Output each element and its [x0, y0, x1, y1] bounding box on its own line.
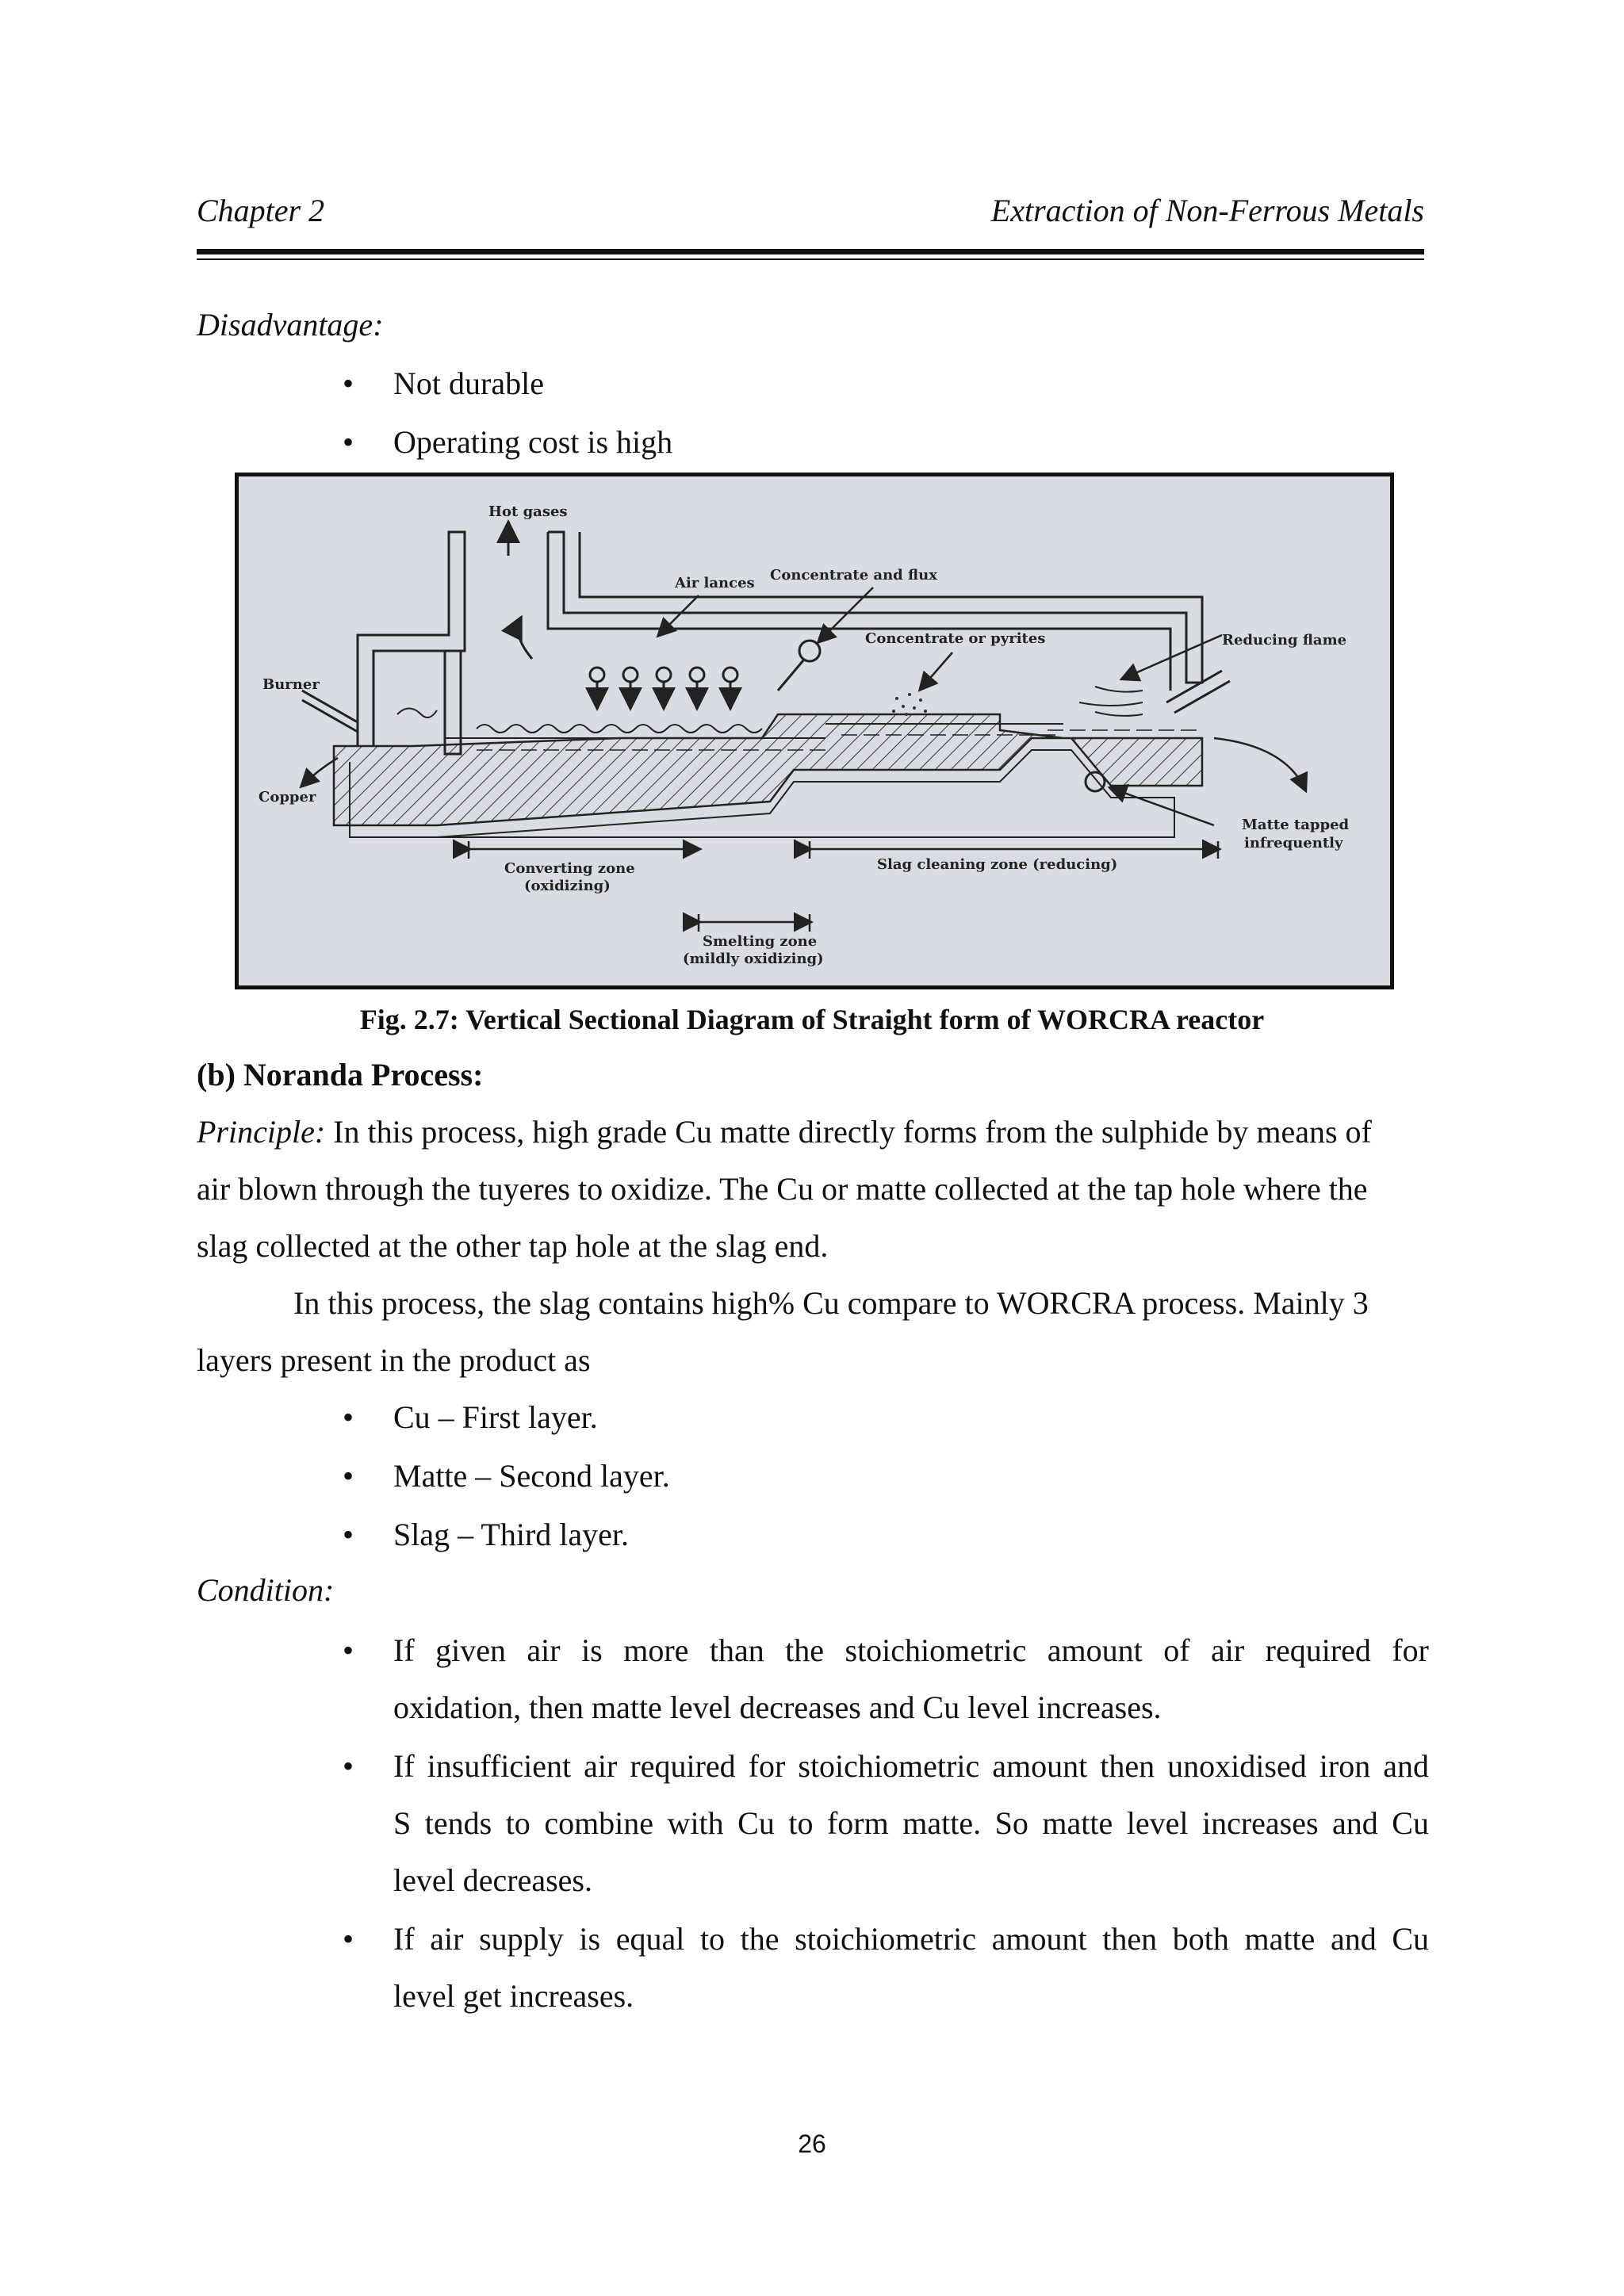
slag-outflow-arrow	[1214, 738, 1305, 790]
matte-tap	[1086, 772, 1105, 791]
bullet-icon: •	[343, 1517, 354, 1552]
burner-icon	[302, 691, 358, 722]
label-concentrate-pyrites: Concentrate or pyrites	[865, 630, 1046, 647]
burner-flame	[397, 709, 437, 718]
principle-label: Principle:	[197, 1114, 326, 1150]
worcra-reactor-diagram	[239, 476, 1390, 985]
worcra-reactor-figure	[235, 473, 1394, 989]
figure-caption: Fig. 2.7: Vertical Sectional Diagram of Straight form of WORCRA reactor	[359, 1004, 1265, 1035]
reducing-flame-lines	[1079, 687, 1143, 716]
hearth-refractory	[334, 714, 1202, 825]
air-lances	[590, 668, 737, 706]
feed-chute	[778, 660, 803, 691]
label-smelting-zone: Smelting zone	[703, 933, 818, 950]
matte-pointer	[1111, 788, 1214, 825]
page-number: 26	[798, 2130, 826, 2158]
page-header	[197, 192, 1424, 239]
feed-port	[799, 641, 820, 661]
bullet-icon: •	[343, 424, 354, 460]
principle-text: In this process, high grade Cu matte directly forms from the sulphide by means of	[325, 1114, 1372, 1150]
label-copper: Copper	[259, 789, 316, 806]
furnace-roof	[548, 532, 1202, 683]
label-burner: Burner	[262, 676, 320, 693]
section-heading: (b) Noranda Process:	[197, 1057, 484, 1093]
document-page: Chapter 2 Extraction of Non-Ferrous Metals Disadvantage: • Not durable • Operating cost is high Hot gases Air lances Concentrate and flux Concentrate or pyrites Reducing flame Burner Copper Matte tapped infrequently Converting zone (oxidizing) Slag cleaning zone (reducing) Smelting zone (mildly oxidizing) Fig. 2.7: Vertical Sectional Diagram of Straight form of WORCRA reactor (b) Noranda Process: Principle: In this process, high grade Cu matte directly forms from the sulphide by means of air blown through the tuyeres to oxidize. The Cu or matte collected at the tap hole where the slag collected at the other tap hole at the slag end. In this process, the slag contains high% Cu compare to WORCRA process. Mainly 3 layers present in the product as • Cu – First layer. • Matte – Second layer. • Slag – Third layer. Condition: • If given air is more than the stoichiometric amount of air required for oxidation, then matte level decreases and Cu level increases. • If insufficient air required for stoichiometric amount then unoxidised iron and S tends to combine with Cu to form matte. So matte level increases and Cu level decreases. • If air supply is equal to the stoichiometric amount then both matte and Cu level get increases. 26	[0, 0, 1624, 2296]
reducing-flame-pointer	[1123, 635, 1222, 679]
bullet-icon: •	[343, 1748, 354, 1784]
copper-outflow-arrow	[302, 758, 338, 786]
label-hot-gases: Hot gases	[488, 503, 568, 520]
bullet-icon: •	[343, 1921, 354, 1957]
gas-flow-arrow	[518, 619, 532, 659]
bullet-icon: •	[343, 1399, 354, 1435]
label-smelting-mildly-oxidizing: (mildly oxidizing)	[683, 951, 824, 967]
paragraph-line: layers present in the product as	[197, 1342, 591, 1378]
label-matte-infrequently: infrequently	[1244, 835, 1343, 851]
disadvantage-heading: Disadvantage:	[197, 307, 384, 342]
concentrate-pyrites-pointer	[921, 652, 952, 689]
label-concentrate-flux: Concentrate and flux	[770, 567, 937, 584]
label-slag-cleaning-zone: Slag cleaning zone (reducing)	[877, 856, 1118, 873]
reducing-burner-icon	[1166, 671, 1222, 702]
furnace-left-wall	[358, 532, 465, 746]
condition-heading: Condition:	[197, 1572, 335, 1608]
bath-turbulence	[477, 725, 762, 733]
furnace-roof-inner	[548, 532, 1170, 691]
chapter-label: Chapter 2	[197, 193, 325, 228]
header-rule-thick	[197, 249, 1424, 254]
label-converting-oxidizing: (oxidizing)	[524, 878, 611, 894]
pyrites-particles	[892, 693, 927, 716]
bullet-icon: •	[343, 365, 354, 401]
paragraph-line: In this process, the slag contains high% Cu compare to WORCRA process. Mainly 3	[293, 1285, 1369, 1321]
bullet-icon: •	[343, 1632, 354, 1668]
header-rule-thin	[197, 258, 1424, 260]
bullet-icon: •	[343, 1458, 354, 1494]
label-converting-zone: Converting zone	[504, 860, 635, 877]
label-matte-tapped: Matte tapped	[1242, 817, 1350, 833]
principle-line: air blown through the tuyeres to oxidize. The Cu or matte collected at the tap hole where the	[197, 1171, 1368, 1207]
label-air-lances: Air lances	[675, 575, 755, 591]
book-title: Extraction of Non-Ferrous Metals	[990, 193, 1424, 228]
principle-line	[197, 1104, 1429, 1161]
principle-line: slag collected at the other tap hole at the slag end.	[197, 1228, 829, 1264]
label-reducing-flame: Reducing flame	[1222, 632, 1347, 649]
